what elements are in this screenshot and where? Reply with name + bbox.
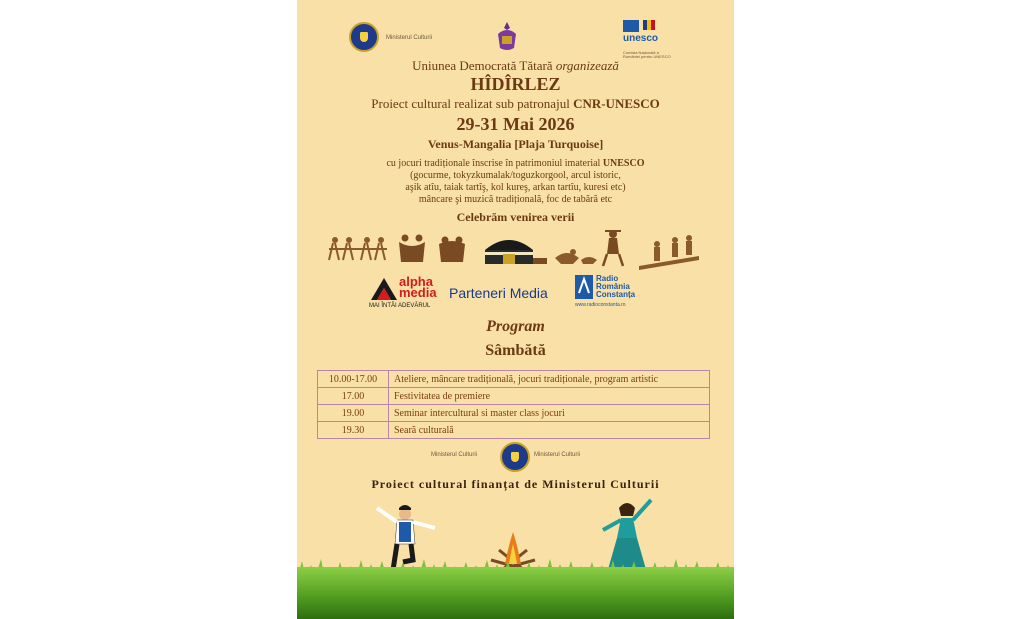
ministry-seal-icon bbox=[349, 22, 379, 52]
schedule-activity: Seminar intercultural si master class jocuri bbox=[389, 405, 710, 422]
footer-ministry-seal-icon bbox=[500, 442, 530, 472]
celebrate-tagline: Celebrăm venirea verii bbox=[456, 210, 575, 224]
funding-statement: Proiect cultural finanțat de Ministerul Culturii bbox=[371, 477, 660, 491]
grass-field bbox=[297, 567, 734, 619]
footer-ministry-left: Ministerul Culturii bbox=[431, 452, 478, 458]
header-logos bbox=[297, 18, 734, 58]
schedule-time: 17.00 bbox=[318, 388, 389, 405]
traditional-games-illustration bbox=[327, 228, 707, 270]
tatar-union-emblem-icon bbox=[494, 20, 520, 54]
radio-constanta-logo: Radio România Constanța www.radioconstanta.ro bbox=[575, 274, 636, 308]
radio-waves-icon bbox=[575, 275, 593, 299]
unesco-subtitle: Comisia Națională a României pentru UNESCO bbox=[623, 50, 671, 59]
archer-icon bbox=[603, 230, 623, 266]
organizer-line: Uniunea Democrată Tătară organizează bbox=[412, 58, 619, 73]
yurt-icon bbox=[485, 240, 547, 264]
table-row bbox=[318, 405, 710, 422]
schedule-time: 19.00 bbox=[318, 405, 389, 422]
footer-ministry-right: Ministerul Culturii bbox=[534, 452, 581, 458]
schedule-activity: Seară culturală bbox=[389, 422, 710, 439]
program-title: Program bbox=[486, 318, 545, 335]
group-game-icon bbox=[639, 235, 699, 270]
table-row bbox=[318, 388, 710, 405]
tug-of-war-icon bbox=[329, 237, 387, 260]
table-row bbox=[318, 371, 710, 388]
media-partners-label: Parteneri Media bbox=[449, 285, 548, 301]
unesco-temple-icon bbox=[623, 20, 639, 32]
table-row bbox=[318, 422, 710, 439]
alpha-media-logo: alpha media MAI ÎNTÂI ADEVĂRUL bbox=[369, 274, 437, 309]
unesco-text: unesco bbox=[623, 33, 659, 44]
event-dates: 29-31 Mai 2026 bbox=[456, 114, 575, 134]
event-title: HÎDÎRLEZ bbox=[470, 74, 561, 94]
kol-kures-icon bbox=[555, 249, 597, 264]
unesco-logo bbox=[623, 20, 659, 42]
schedule-table bbox=[317, 370, 710, 439]
wrestling-icon bbox=[399, 235, 465, 263]
ministry-name: Ministerul Culturii bbox=[386, 35, 433, 41]
program-day: Sâmbătă bbox=[485, 342, 546, 359]
schedule-time: 10.00-17.00 bbox=[318, 371, 389, 388]
patronage-line: Proiect cultural realizat sub patronajul CNR-UNESCO bbox=[371, 96, 660, 111]
event-location: Venus-Mangalia [Plaja Turquoise] bbox=[427, 137, 604, 151]
schedule-activity: Ateliere, mâncare tradițională, jocuri tradiționale, program artistic bbox=[389, 371, 710, 388]
schedule-time: 19.30 bbox=[318, 422, 389, 439]
alpha-media-chevron-icon bbox=[369, 276, 399, 302]
event-poster bbox=[297, 0, 734, 619]
event-description: cu jocuri tradiționale înscrise în patrimoniul imaterial UNESCO (gocurme, tokyzkumalak/toguzkorgool, arcul istoric, aşik atîu, taiak tartîş, kol kureş, arkan tartîu, kuresi etc) mâncare şi muzică tradițională, foc de tabără etc bbox=[386, 158, 645, 205]
schedule-activity: Festivitatea de premiere bbox=[389, 388, 710, 405]
